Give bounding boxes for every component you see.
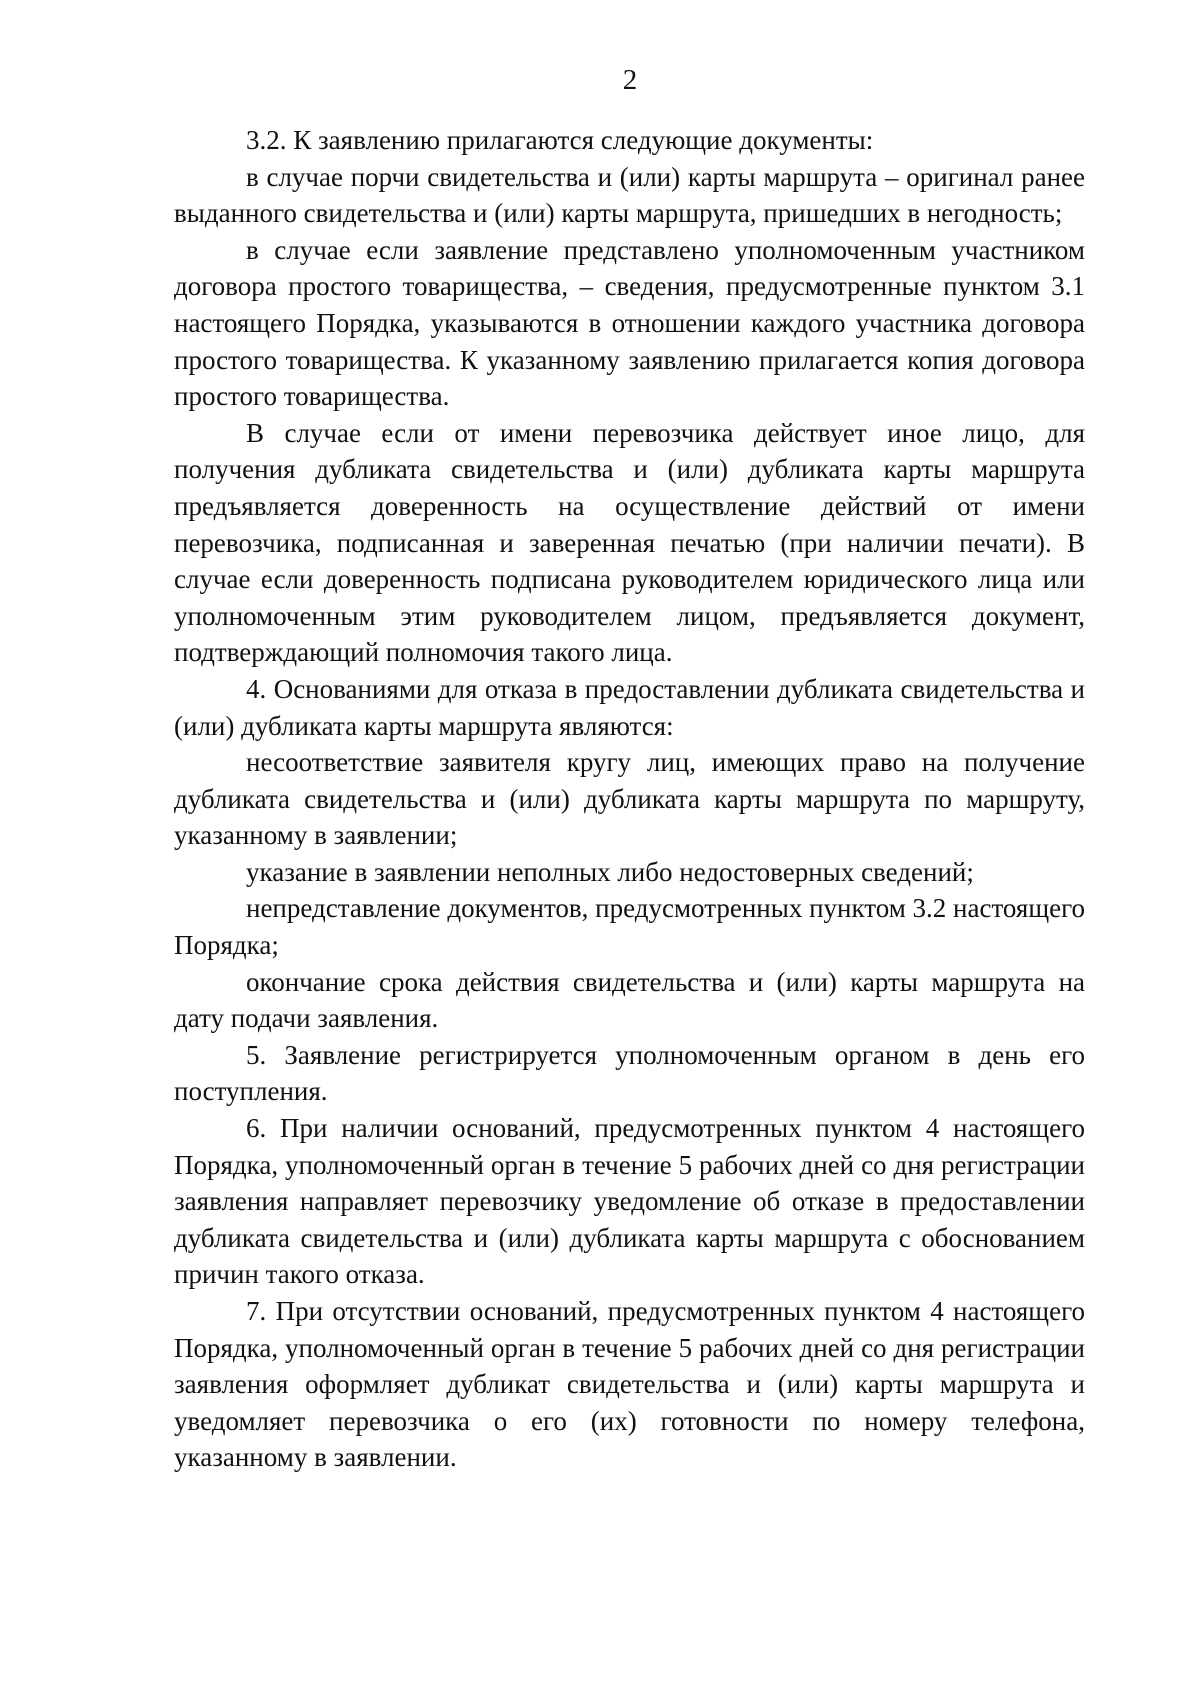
- paragraph-6-refusal-notice: 6. При наличии оснований, предусмотренных пунктом 4 настоящего Порядка, уполномоченный орган в течение 5 рабочих дней со дня регистрации заявления направляет перевозчику уведомление об отказе в предоставлении дубликата свидетельства и (или) дубликата карты маршрута с обоснованием причин такого отказа.: [174, 1113, 1085, 1290]
- paragraph-power-of-attorney: В случае если от имени перевозчика действует иное лицо, для получения дубликата свидетельства и (или) дубликата карты маршрута предъявляется доверенность на осуществление действий от имени перевозчика, подписанная и заверенная печатью (при наличии печати). В случае если доверенность подписана руководителем юридического лица или уполномоченным этим руководителем лицом, предъявляется документ, подтверждающий полномочия такого лица.: [174, 417, 1085, 668]
- page-number: 2: [622, 64, 638, 96]
- paragraph-partnership-case: в случае если заявление представлено уполномоченным участником договора простого товарищества, – сведения, предусмотренные пунктом 3.1 настоящего Порядка, указываются в отношении каждого участника договора простого товарищества. К указанному заявлению прилагается копия договора простого товарищества.: [174, 234, 1085, 412]
- paragraph-ground-incomplete: указание в заявлении неполных либо недостоверных сведений;: [246, 856, 974, 887]
- document-body: [174, 122, 1085, 1476]
- paragraph-7-duplicate-issue: 7. При отсутствии оснований, предусмотренных пунктом 4 настоящего Порядка, уполномоченный орган в течение 5 рабочих дней со дня регистрации заявления оформляет дубликат свидетельства и (или) карты маршрута и уведомляет перевозчика о его (их) готовности по номеру телефона, указанному в заявлении.: [174, 1296, 1085, 1473]
- paragraph-4-refusal-grounds: 4. Основаниями для отказа в предоставлении дубликата свидетельства и (или) дубликата карты маршрута являются:: [174, 673, 1085, 741]
- paragraph-ground-expiry: окончание срока действия свидетельства и (или) карты маршрута на дату подачи заявления.: [174, 966, 1085, 1034]
- paragraph-ground-missing-docs: непредставление документов, предусмотренных пунктом 3.2 настоящего Порядка;: [174, 893, 1085, 961]
- paragraph-3-2: 3.2. К заявлению прилагаются следующие документы:: [246, 125, 874, 155]
- paragraph-ground-mismatch: несоответствие заявителя кругу лиц, имеющих право на получение дубликата свидетельства и (или) дубликата карты маршрута по маршруту, указанному в заявлении;: [174, 747, 1085, 851]
- paragraph-5-registration: 5. Заявление регистрируется уполномоченным органом в день его поступления.: [174, 1039, 1085, 1107]
- paragraph-damage-case: в случае порчи свидетельства и (или) карты маршрута – оригинал ранее выданного свидетельства и (или) карты маршрута, пришедших в негодность;: [174, 161, 1085, 229]
